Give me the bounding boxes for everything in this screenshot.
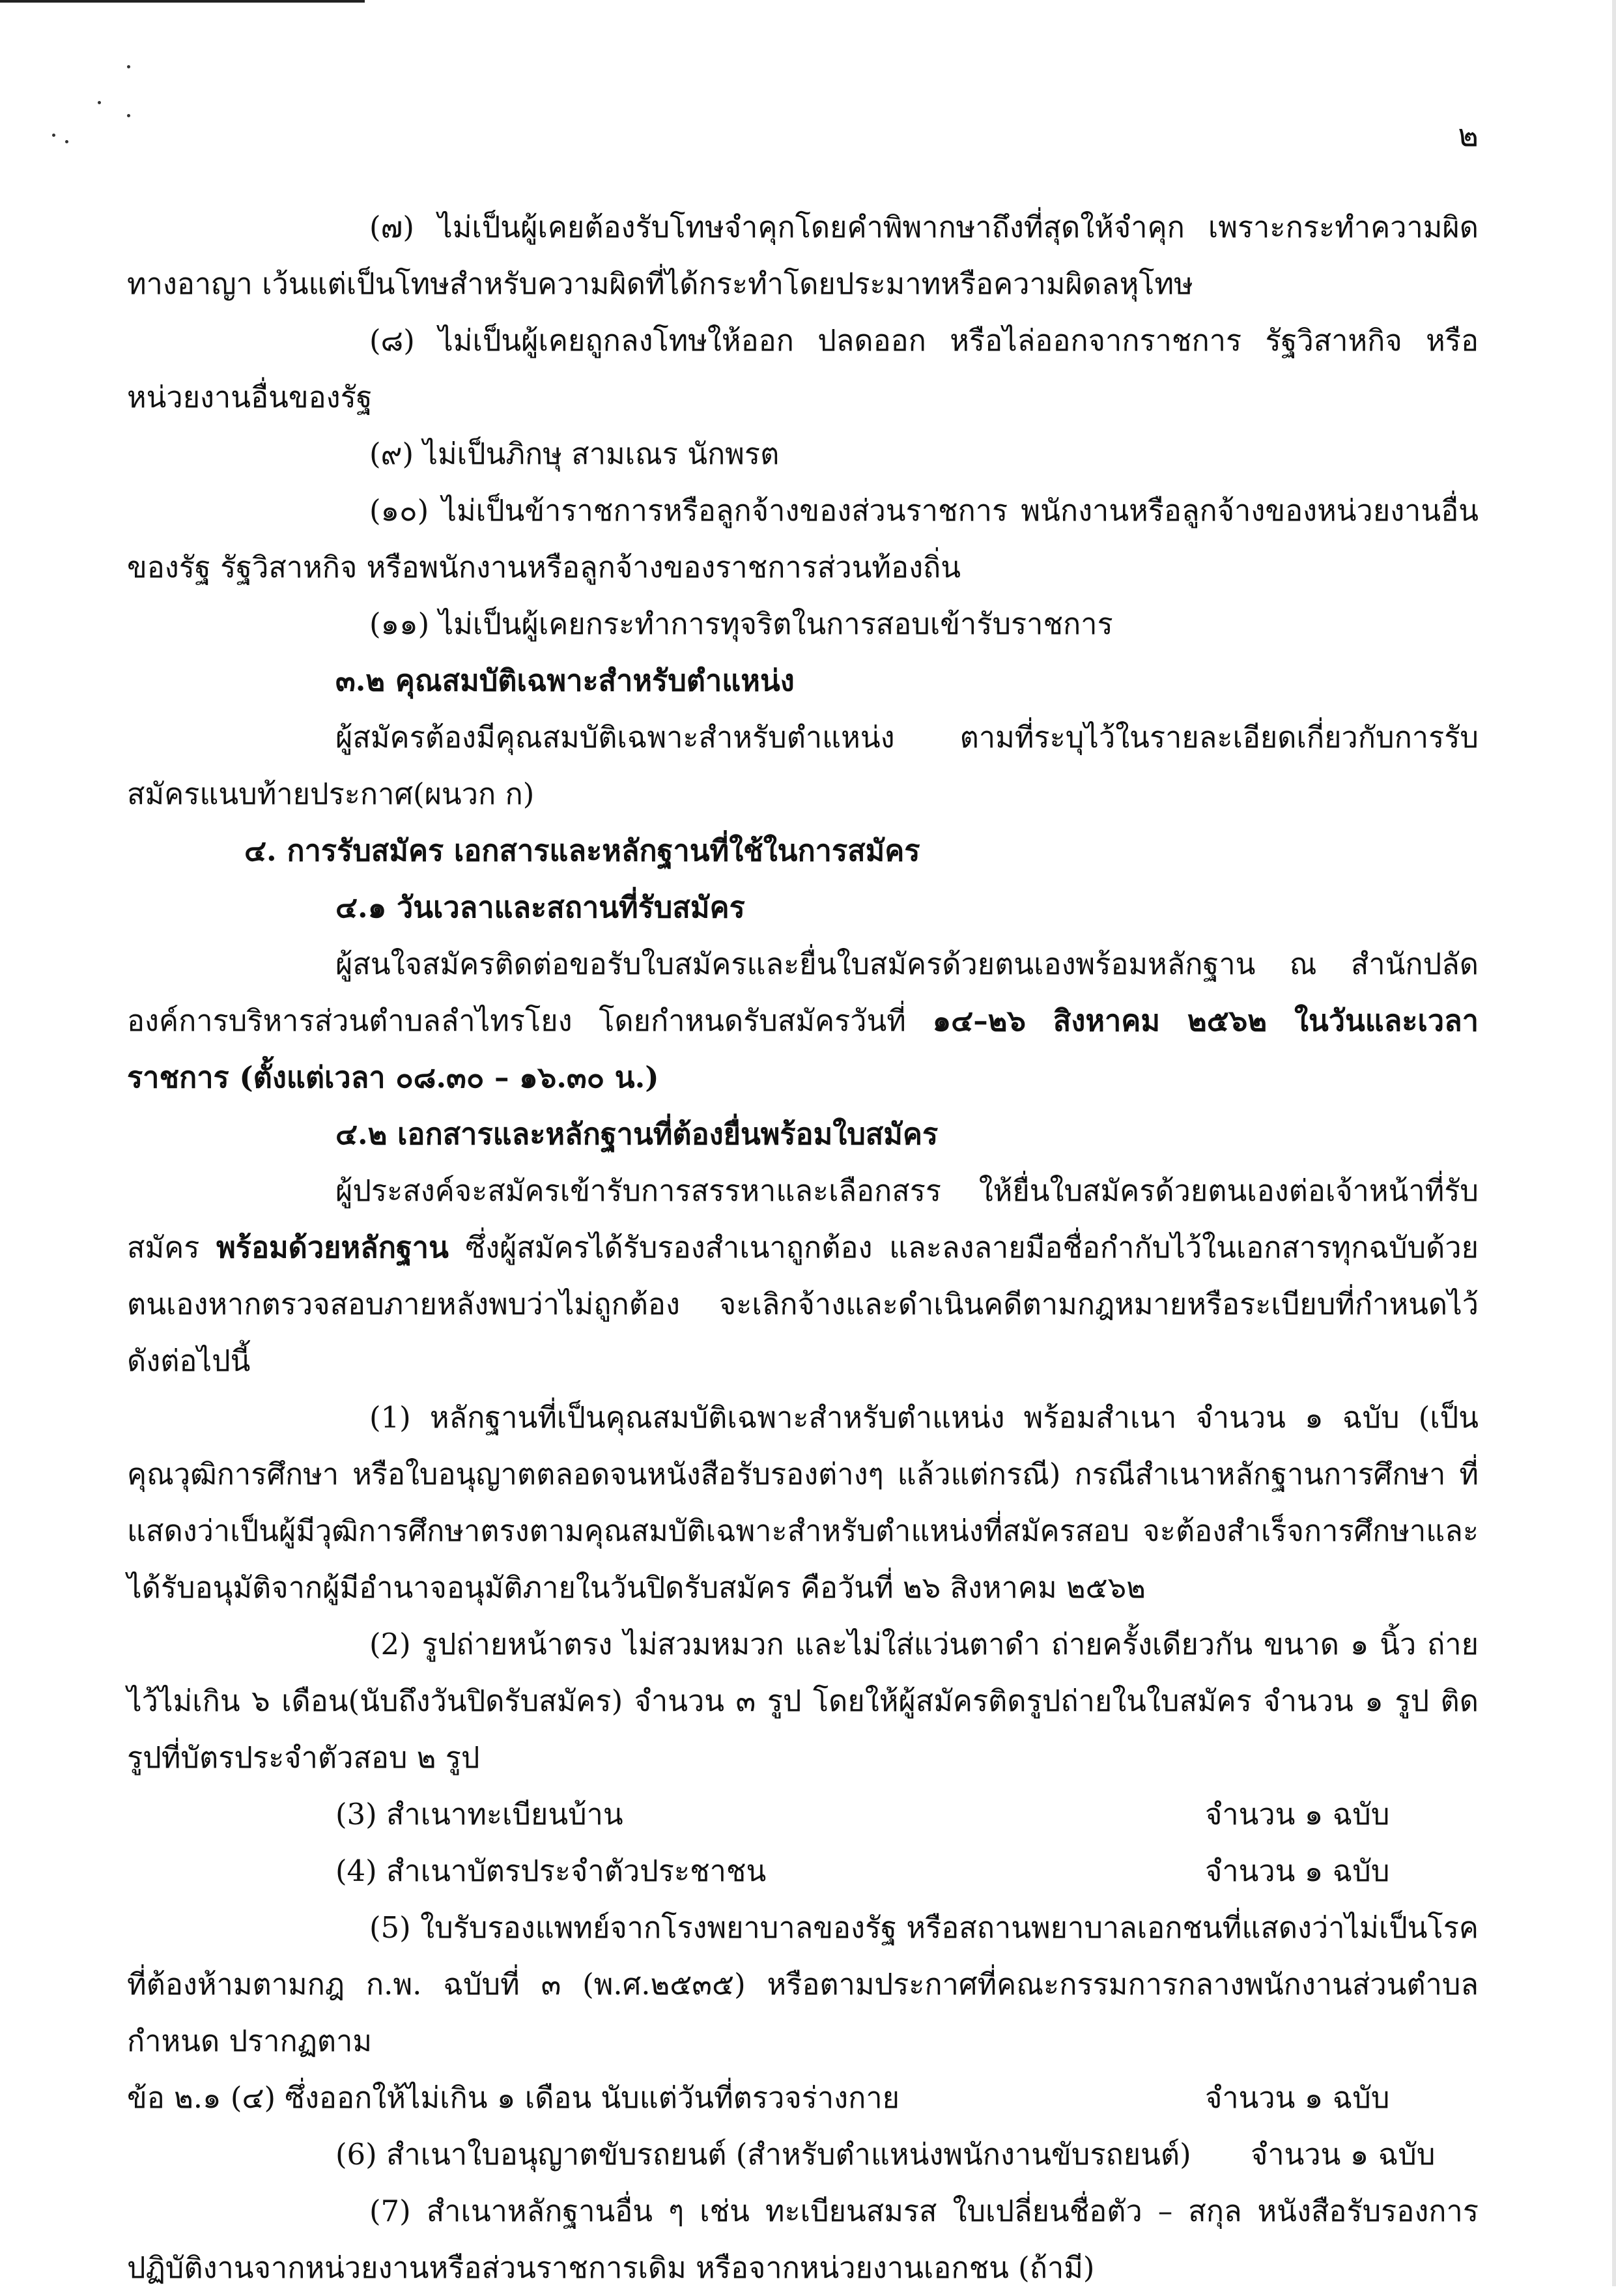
section-4-2-text-c: ซึ่งผู้สมัครได้รับรองสำเนาถูกต้อง และลงลายมือชื่อกำกับไว้ในเอกสารทุกฉบับด้วยตนเองหากตรวจสอบภายหลังพบว่าไม่ถูกต้อง จะเลิกจ้างและดำเนินคดีตามกฎหมายหรือระเบียบที่กำหนดไว้ ดังต่อไปนี้	[127, 1230, 1479, 1378]
scan-specks	[26, 52, 156, 150]
item-10: (๑๐) ไม่เป็นข้าราชการหรือลูกจ้างของส่วนราชการ พนักงานหรือลูกจ้างของหน่วยงานอื่นของรัฐ รัฐวิสาหกิจ หรือพนักงานหรือลูกจ้างของราชการส่วนท้องถิ่น	[127, 493, 1479, 584]
speck-dot	[98, 101, 101, 104]
speck-dot	[127, 114, 130, 117]
doc-item-5: (5) ใบรับรองแพทย์จากโรงพยาบาลของรัฐ หรือสถานพยาบาลเอกชนที่แสดงว่าไม่เป็นโรคที่ต้องห้ามตามกฎ ก.พ. ฉบับที่ ๓ (พ.ศ.๒๕๓๕) หรือตามประกาศที่คณะกรรมการกลางพนักงานส่วนตำบลกำหนด ปรากฏตาม	[127, 1910, 1479, 2058]
doc-item-2: (2) รูปถ่ายหน้าตรง ไม่สวมหมวก และไม่ใส่แว่นตาดำ ถ่ายครั้งเดียวกัน ขนาด ๑ นิ้ว ถ่ายไว้ไม่เกิน ๖ เดือน(นับถึงวันปิดรับสมัคร) จำนวน ๓ รูป โดยให้ผู้สมัครติดรูปถ่ายในใบสมัคร จำนวน ๑ รูป ติดรูปที่บัตรประจำตัวสอบ ๒ รูป	[127, 1627, 1479, 1775]
doc-item-3	[127, 1786, 1479, 1843]
doc-item-5-clause: ข้อ ๒.๑ (๔) ซึ่งออกให้ไม่เกิน ๑ เดือน นับแต่วันที่ตรวจร่างกาย	[127, 2080, 900, 2115]
speck-dot	[52, 134, 55, 137]
scan-top-edge	[0, 0, 365, 3]
item-8: (๘) ไม่เป็นผู้เคยถูกลงโทษให้ออก ปลดออก หรือไล่ออกจากราชการ รัฐวิสาหกิจ หรือหน่วยงานอื่นของรัฐ	[127, 323, 1479, 414]
speck-dot	[127, 65, 130, 68]
document-body	[127, 199, 1479, 2296]
scan-right-edge	[1612, 0, 1616, 2286]
item-7: (๗) ไม่เป็นผู้เคยต้องรับโทษจำคุกโดยคำพิพากษาถึงที่สุดให้จำคุก เพราะกระทำความผิดทางอาญา เว้นแต่เป็นโทษสำหรับความผิดที่ได้กระทำโดยประมาทหรือความผิดลหุโทษ	[127, 210, 1479, 301]
speck-dot	[65, 140, 68, 143]
section-4-1-text	[127, 936, 1479, 1106]
doc-item-5-continued	[127, 2069, 1479, 2126]
item-11: (๑๑) ไม่เป็นผู้เคยกระทำการทุจริตในการสอบเข้ารับราชการ	[369, 607, 1113, 641]
doc-item-4-qty: จำนวน ๑ ฉบับ	[1205, 1854, 1390, 1888]
doc-item-3-label: (3) สำเนาทะเบียนบ้าน	[335, 1797, 623, 1831]
doc-item-5-qty: จำนวน ๑ ฉบับ	[1205, 2080, 1390, 2115]
heading-3-2: ๓.๒ คุณสมบัติเฉพาะสำหรับตำแหน่ง	[335, 663, 795, 698]
doc-item-6-qty: จำนวน ๑ ฉบับ	[1251, 2137, 1436, 2172]
doc-item-6	[127, 2126, 1479, 2183]
section-4-1-text-a: ผู้สนใจสมัครติดต่อขอรับใบสมัครและยื่นใบสมัครด้วยตนเองพร้อมหลักฐาน ณ สำนักปลัดองค์การบริหารส่วนตำบลลำไทรโยง โดยกำหนดรับสมัครวันที่	[127, 947, 1479, 1038]
section-3-2-text: ผู้สมัครต้องมีคุณสมบัติเฉพาะสำหรับตำแหน่ง ตามที่ระบุไว้ในรายละเอียดเกี่ยวกับการรับสมัครแนบท้ายประกาศ(ผนวก ก)	[127, 720, 1479, 811]
heading-4-1: ๔.๑ วันเวลาและสถานที่รับสมัคร	[335, 890, 745, 925]
doc-item-1: (1) หลักฐานที่เป็นคุณสมบัติเฉพาะสำหรับตำแหน่ง พร้อมสำเนา จำนวน ๑ ฉบับ (เป็นคุณวุฒิการศึกษา หรือใบอนุญาตตลอดจนหนังสือรับรองต่างๆ แล้วแต่กรณี) กรณีสำเนาหลักฐานการศึกษา ที่แสดงว่าเป็นผู้มีวุฒิการศึกษาตรงตามคุณสมบัติเฉพาะสำหรับตำแหน่งที่สมัครสอบ จะต้องสำเร็จการศึกษาและได้รับอนุมัติจากผู้มีอำนาจอนุมัติภายในวันปิดรับสมัคร คือวันที่ ๒๖ สิงหาคม ๒๕๖๒	[127, 1400, 1479, 1605]
item-9: (๙) ไม่เป็นภิกษุ สามเณร นักพรต	[369, 437, 780, 471]
section-4-2-text-a: ผู้ประสงค์จะสมัครเข้ารับการสรรหาและเลือกสรร ให้ยื่นใบสมัครด้วยตนเองต่อเจ้าหน้าที่รับสมัคร	[127, 1173, 1479, 1265]
heading-4: ๔. การรับสมัคร เอกสารและหลักฐานที่ใช้ในการสมัคร	[244, 833, 920, 868]
doc-item-3-qty: จำนวน ๑ ฉบับ	[1205, 1797, 1390, 1831]
doc-item-4-label: (4) สำเนาบัตรประจำตัวประชาชน	[335, 1854, 767, 1888]
section-4-2-text	[127, 1162, 1479, 1389]
doc-item-6-label: (6) สำเนาใบอนุญาตขับรถยนต์ (สำหรับตำแหน่งพนักงานขับรถยนต์)	[335, 2137, 1191, 2172]
page-number: ๒	[1458, 117, 1479, 154]
doc-item-4	[127, 1843, 1479, 1899]
application-dates: ๑๔–๒๖ สิงหาคม ๒๕๖๒ ในวันและเวลาราชการ (ตั้งแต่เวลา ๐๘.๓๐ – ๑๖.๓๐ น.)	[127, 1003, 1479, 1095]
section-4-2-text-b: พร้อมด้วยหลักฐาน	[216, 1230, 449, 1265]
heading-4-2: ๔.๒ เอกสารและหลักฐานที่ต้องยื่นพร้อมใบสมัคร	[335, 1117, 939, 1151]
doc-item-7: (7) สำเนาหลักฐานอื่น ๆ เช่น ทะเบียนสมรส ใบเปลี่ยนชื่อตัว – สกุล หนังสือรับรองการปฏิบัติงานจากหน่วยงานหรือส่วนราชการเดิม หรือจากหน่วยงานเอกชน (ถ้ามี)	[127, 2194, 1479, 2285]
